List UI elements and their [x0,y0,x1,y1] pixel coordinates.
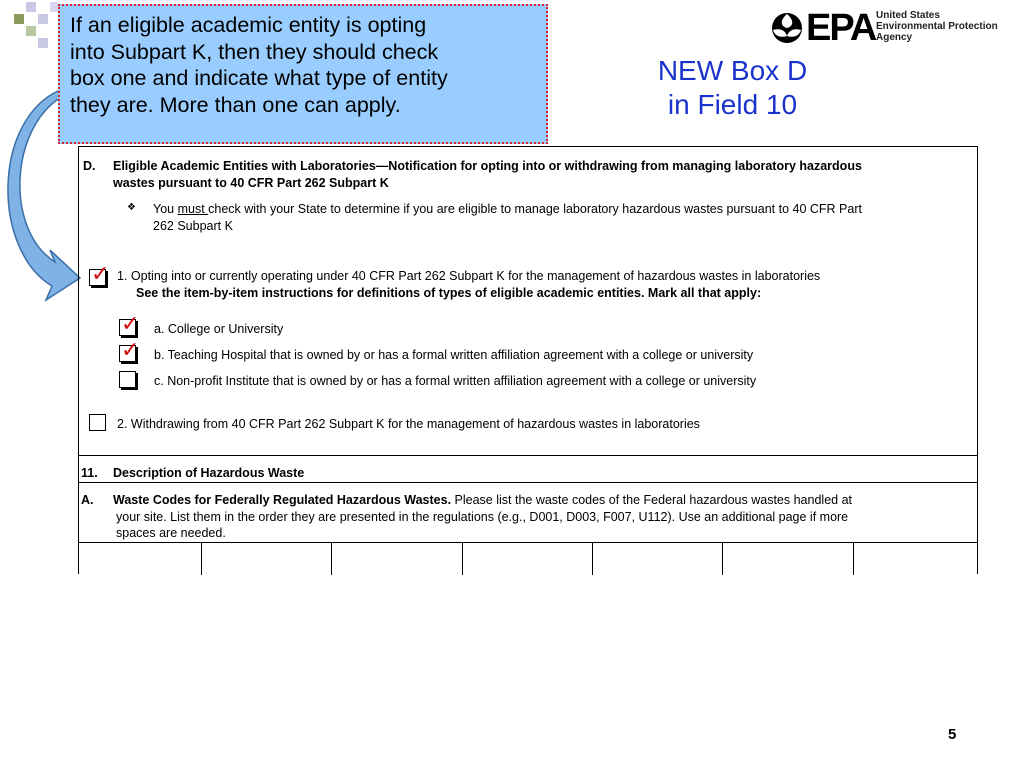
section-a-letter: A. [81,493,94,507]
withdraw-label: 2. Withdrawing from 40 CFR Part 262 Subpart K for the management of hazardous wastes in laboratories [117,417,700,431]
teaching-hospital-label: b. Teaching Hospital that is owned by or has a formal written affiliation agreement with a college or university [154,348,754,362]
epa-wordmark: EPA [806,7,876,49]
section-d-title: Eligible Academic Entities with Laboratories—Notification for opting into or withdrawing from managing laboratory hazardous [113,159,862,173]
bullet-icon: ❖ [127,202,136,213]
section-11-number: 11. [81,466,98,480]
divider [79,455,977,456]
checkbox-withdraw[interactable] [89,414,106,431]
note-pre: You [153,202,178,216]
cell-divider [722,542,723,575]
section-d-letter: D. [83,159,96,173]
section-a-text-cont: spaces are needed. [116,526,226,540]
heading-line-2: in Field 10 [667,89,798,120]
epa-flower-icon [768,10,806,46]
note-text-cont: 262 Subpart K [153,219,233,233]
note-post: check with your State to determine if you are eligible to manage laboratory hazardous wastes pursuant to 40 CFR Part [208,202,862,216]
heading-line-1: NEW Box D [657,55,808,86]
college-label: a. College or University [154,322,284,336]
callout-line: box one and indicate what type of entity [70,66,448,90]
note-text [153,202,862,216]
cell-divider [853,542,854,575]
divider [79,482,977,483]
section-d-title-cont: wastes pursuant to 40 CFR Part 262 Subpart K [113,176,389,190]
callout-box [58,4,548,144]
form-excerpt [78,146,978,574]
page-number: 5 [948,726,957,743]
divider [79,542,977,543]
cell-divider [462,542,463,575]
epa-subtitle [876,10,998,43]
checkmark-icon: ✓ [121,337,140,362]
section-a-title: Waste Codes for Federally Regulated Hazardous Wastes. [113,493,452,507]
section-a-text: Please list the waste codes of the Federal hazardous wastes handled at [451,493,852,507]
checkmark-icon: ✓ [121,311,140,336]
checkbox-nonprofit-institute[interactable] [119,371,136,388]
epa-sub-line: Environmental Protection [876,21,998,32]
section-11-title: Description of Hazardous Waste [113,466,305,480]
opt-in-instructions: See the item-by-item instructions for definitions of types of eligible academic entities. Mark all that apply: [136,286,762,300]
section-a-heading [113,493,852,507]
epa-sub-line: United States [876,10,940,21]
epa-sub-line: Agency [876,32,913,43]
slide-heading [610,54,855,122]
nonprofit-institute-label: c. Non-profit Institute that is owned by or has a formal written affiliation agreement with a college or university [154,374,757,388]
cell-divider [592,542,593,575]
note-must: must [177,202,209,216]
callout-line: into Subpart K, then they should check [70,39,439,64]
opt-in-label: 1. Opting into or currently operating under 40 CFR Part 262 Subpart K for the management of hazardous wastes in laboratories [117,269,821,283]
epa-logo [768,7,1020,49]
checkmark-icon: ✓ [91,261,110,286]
callout-line: they are. More than one can apply. [70,92,401,117]
callout-line: If an eligible academic entity is opting [70,13,427,37]
cell-divider [201,542,202,575]
section-a-text-cont: your site. List them in the order they are presented in the regulations (e.g., D001, D003, F007, U112). Use an additional page if more [116,510,849,524]
cell-divider [331,542,332,575]
